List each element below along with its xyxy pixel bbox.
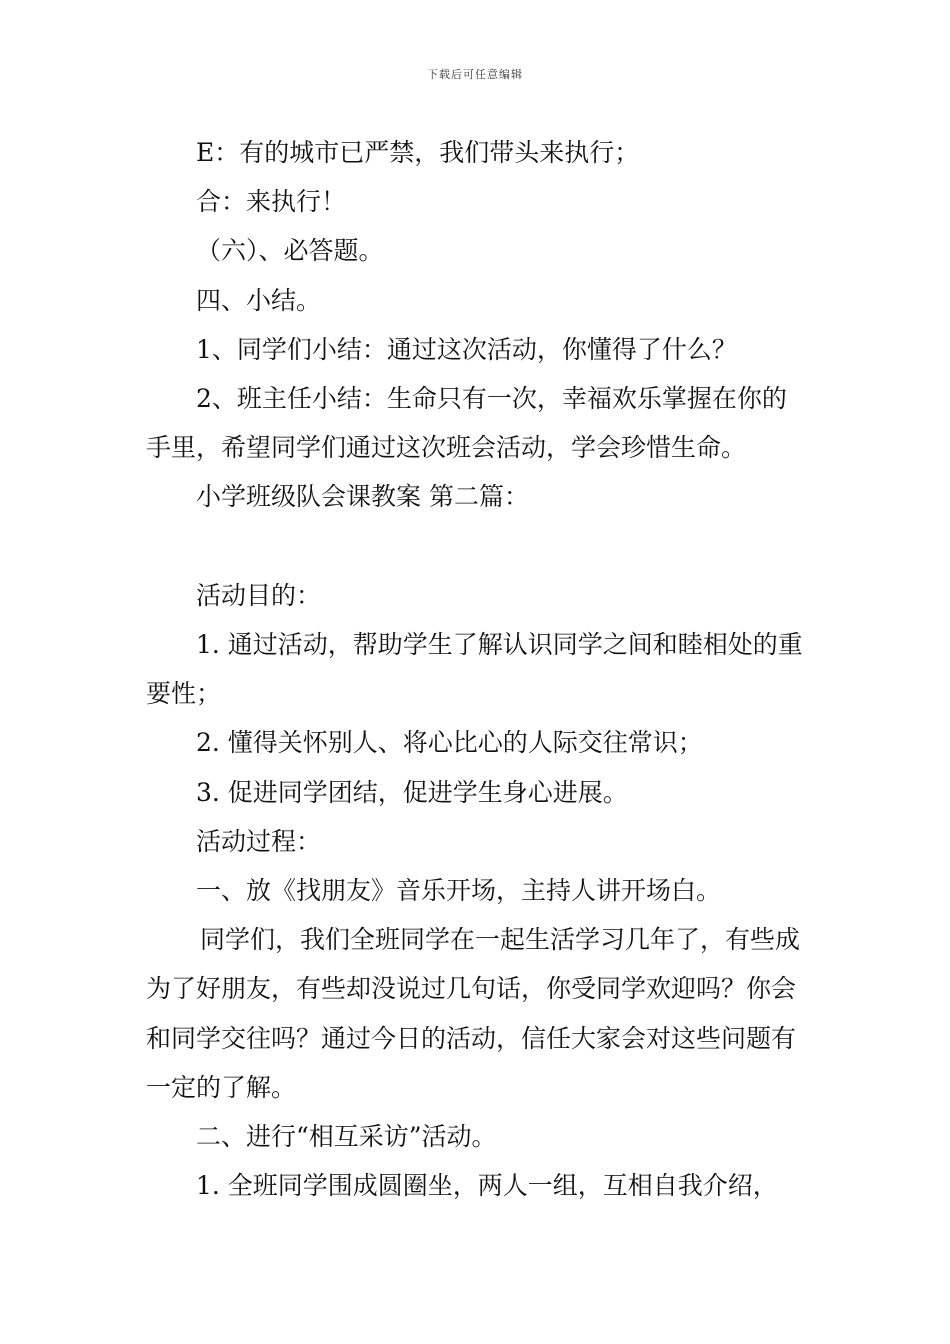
document-body <box>146 128 810 1210</box>
paragraph-teacher-summary: 2、班主任小结：生命只有一次，幸福欢乐掌握在你的手里，希望同学们通过这次班会活动，学会珍惜生命。 <box>146 384 787 463</box>
paragraph-e-line: E：有的城市已严禁，我们带头来执行； <box>196 138 640 167</box>
paragraph-step-two-item-1: 1. 全班同学围成圆圈坐，两人一组，互相自我介绍， <box>196 1171 778 1201</box>
paragraph-he-line: 合：来执行！ <box>196 187 347 217</box>
blank-line <box>146 522 810 571</box>
paragraph-process-heading: 活动过程： <box>196 826 322 856</box>
paragraph-student-summary: 1、同学们小结：通过这次活动，你懂得了什么？ <box>196 334 737 364</box>
paragraph-goal-2: 2. 懂得关怀别人、将心比心的人际交往常识； <box>196 728 703 758</box>
paragraph-goal-heading: 活动目的： <box>196 580 322 610</box>
paragraph-section-six: （六）、必答题。 <box>196 236 384 266</box>
paragraph-goal-1: 1. 通过活动，帮助学生了解认识同学之间和睦相处的重要性； <box>146 630 803 709</box>
paragraph-step-one: 一、放《找朋友》音乐开场，主持人讲开场白。 <box>196 876 722 906</box>
paragraph-part-two-title: 小学班级队会课教案 第二篇： <box>196 482 529 512</box>
paragraph-section-four: 四、小结。 <box>196 285 322 315</box>
paragraph-opening-speech: 同学们，我们全班同学在一起生活学习几年了，有些成为了好朋友，有些却没说过几句话，你受同学欢迎吗？你会和同学交往吗？通过今日的活动，信任大家会对这些问题有一定的了解。 <box>146 925 801 1102</box>
paragraph-goal-3: 3. 促进同学团结，促进学生身心进展。 <box>196 777 628 807</box>
page-header: 下载后可任意编辑 <box>427 68 523 81</box>
paragraph-step-two: 二、进行“相互采访”活动。 <box>196 1122 497 1152</box>
